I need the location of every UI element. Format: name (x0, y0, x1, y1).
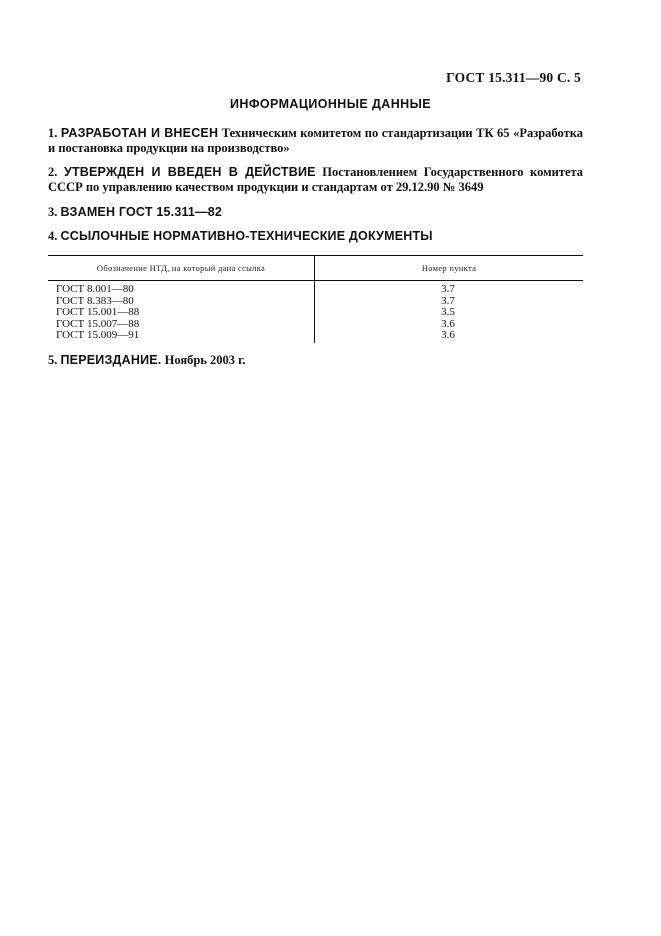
row-point: 3.6 (441, 317, 455, 330)
item-text: Техническим комитетом по стандартизации ТК 65 «Разработка и постановка продукции на производство» (48, 126, 583, 155)
info-item-2 (48, 165, 583, 195)
table-top-rule (48, 255, 583, 256)
item-lead: ВЗАМЕН ГОСТ 15.311—82 (60, 205, 223, 219)
table-header-point: Номер пункта (421, 263, 477, 273)
item-text: Постановлением Государственного комитета СССР по управлению качеством продукции и стандартам от 29.12.90 № 3649 (48, 165, 584, 194)
table-row (48, 284, 583, 296)
section-title: ИНФОРМАЦИОННЫЕ ДАННЫЕ (230, 97, 431, 111)
row-point: 3.7 (441, 283, 455, 295)
item-lead: ССЫЛОЧНЫЕ НОРМАТИВНО-ТЕХНИЧЕСКИЕ ДОКУМЕНТЫ (60, 229, 433, 243)
table-body (48, 284, 583, 342)
row-point: 3.5 (441, 306, 455, 318)
item-number: 5. (48, 353, 58, 367)
row-point: 3.6 (441, 329, 455, 341)
table-row (48, 330, 583, 342)
item-number: 1. (48, 126, 58, 140)
row-point: 3.7 (441, 294, 455, 307)
item-lead: УТВЕРЖДЕН И ВВЕДЕН В ДЕЙСТВИЕ (63, 165, 316, 179)
item-lead: ПЕРЕИЗДАНИЕ. (60, 353, 162, 367)
row-document: ГОСТ 8.383—80 (56, 294, 134, 307)
row-document: ГОСТ 15.009—91 (56, 329, 140, 341)
item-number: 2. (48, 165, 58, 179)
table-header-document: Обозначение НТД, на который дана ссылка (96, 263, 266, 273)
info-item-5 (48, 353, 583, 368)
info-item-3 (48, 205, 583, 220)
info-item-4 (48, 229, 583, 244)
table-row (48, 307, 583, 319)
row-document: ГОСТ 15.007—88 (56, 317, 140, 330)
item-number: 3. (48, 205, 58, 219)
row-document: ГОСТ 15.001—88 (56, 306, 140, 318)
item-number: 4. (48, 229, 58, 243)
table-header-rule (48, 280, 583, 281)
item-text: Ноябрь 2003 г. (164, 353, 246, 367)
info-item-1 (48, 126, 583, 156)
page-header-doc-ref: ГОСТ 15.311—90 С. 5 (446, 70, 581, 85)
item-lead: РАЗРАБОТАН И ВНЕСЕН (60, 126, 219, 140)
row-document: ГОСТ 8.001—80 (56, 283, 134, 295)
